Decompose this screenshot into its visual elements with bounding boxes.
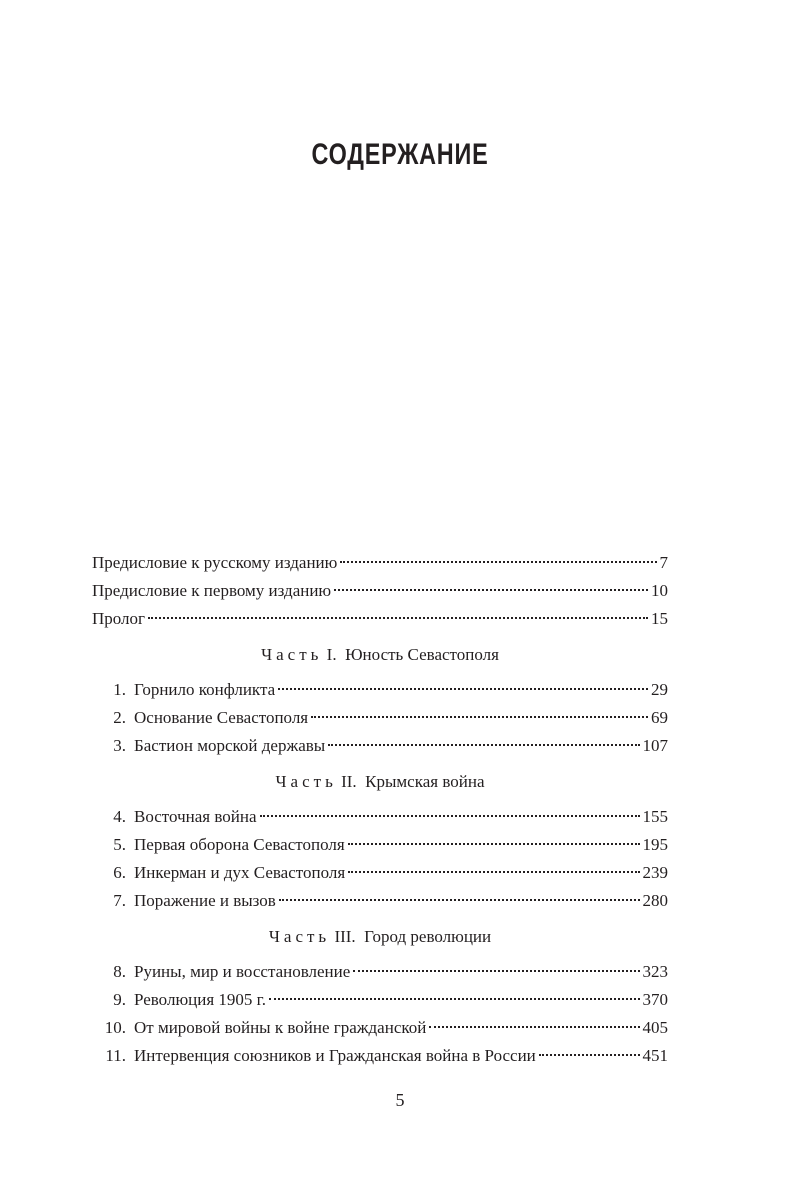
toc-entry-label: От мировой войны к войне гражданской [134, 1018, 427, 1037]
part-numeral: III. [334, 927, 356, 946]
dot-leader [311, 716, 648, 718]
part-word: Часть [275, 772, 337, 791]
chapter-number: 5. [113, 835, 126, 854]
toc-entry-label: Горнило конфликта [134, 680, 276, 699]
dot-leader [348, 871, 639, 873]
part-name: Юность Севастополя [345, 645, 499, 664]
dot-leader [279, 899, 640, 901]
chapter-number: 2. [113, 708, 126, 727]
toc-entry-page: 405 [642, 1018, 668, 1037]
toc-entry-chapter[interactable] [92, 831, 668, 859]
toc-entry-chapter[interactable] [92, 859, 668, 887]
toc-entry-page: 155 [642, 807, 668, 826]
toc-entry-chapter[interactable] [92, 803, 668, 831]
page-title: СОДЕРЖАНИЕ [311, 138, 489, 171]
toc-entry-page: 195 [642, 835, 668, 854]
chapter-number: 1. [113, 680, 126, 699]
toc-entry-preface-first[interactable] [92, 577, 668, 605]
dot-leader [269, 998, 640, 1000]
toc-entry-label: Руины, мир и восстановление [134, 962, 351, 981]
dot-leader [260, 815, 640, 817]
toc-entry-page: 323 [642, 962, 668, 981]
part-numeral: I. [326, 645, 337, 664]
toc-entry-label: Инкерман и дух Севастополя [134, 863, 346, 882]
part-name: Крымская война [365, 772, 485, 791]
part-numeral: II. [341, 772, 357, 791]
toc-entry-chapter[interactable] [92, 732, 668, 760]
toc-entry-label: Первая оборона Севастополя [134, 835, 345, 854]
part-word: Часть [261, 645, 323, 664]
toc-entry-page: 69 [651, 708, 668, 727]
part-word: Часть [268, 927, 331, 946]
dot-leader [340, 561, 656, 563]
chapter-number: 3. [113, 736, 126, 755]
chapter-number: 7. [113, 891, 126, 910]
toc-entry-label: Пролог [92, 609, 146, 628]
dot-leader [328, 744, 639, 746]
toc-entry-label: Интервенция союзников и Гражданская война в России [134, 1046, 536, 1065]
dot-leader [148, 617, 648, 619]
dot-leader [278, 688, 648, 690]
toc-entry-label: Основание Севастополя [134, 708, 309, 727]
dot-leader [539, 1054, 640, 1056]
toc-entry-page: 451 [642, 1046, 668, 1065]
toc-entry-label: Бастион морской державы [134, 736, 326, 755]
toc-entry-chapter[interactable] [92, 958, 668, 986]
chapter-number: 9. [113, 990, 126, 1009]
toc-entry-label: Поражение и вызов [134, 891, 276, 910]
dot-leader [429, 1026, 639, 1028]
chapter-number: 6. [113, 863, 126, 882]
toc-entry-label: Восточная война [134, 807, 257, 826]
toc-entry-label: Предисловие к русскому изданию [92, 553, 338, 572]
dot-leader [353, 970, 639, 972]
toc-entry-label: Предисловие к первому изданию [92, 581, 332, 600]
toc-entry-page: 29 [651, 680, 668, 699]
toc-entry-page: 107 [642, 736, 668, 755]
toc-entry-page: 370 [642, 990, 668, 1009]
part-heading-3 [92, 923, 668, 951]
toc-entry-chapter[interactable] [92, 676, 668, 704]
chapter-number: 8. [113, 962, 126, 981]
part-name: Город революции [364, 927, 492, 946]
toc-entry-chapter[interactable] [92, 887, 668, 915]
chapter-number: 10. [104, 1018, 126, 1037]
dot-leader [348, 843, 640, 845]
chapter-number: 4. [113, 807, 126, 826]
part-heading-1 [92, 641, 668, 669]
toc-entry-chapter[interactable] [92, 1042, 668, 1070]
dot-leader [334, 589, 648, 591]
toc-entry-page: 7 [659, 553, 668, 572]
chapter-number: 11. [105, 1046, 126, 1065]
toc-entry-chapter[interactable] [92, 986, 668, 1014]
table-of-contents [92, 549, 668, 1070]
toc-entry-page: 280 [642, 891, 668, 910]
toc-entry-page: 15 [651, 609, 668, 628]
toc-entry-chapter[interactable] [92, 1014, 668, 1042]
toc-entry-page: 239 [642, 863, 668, 882]
page-number: 5 [395, 1090, 405, 1110]
part-heading-2 [92, 768, 668, 796]
toc-entry-chapter[interactable] [92, 704, 668, 732]
toc-entry-preface-russian[interactable] [92, 549, 668, 577]
toc-entry-page: 10 [651, 581, 668, 600]
toc-entry-label: Революция 1905 г. [134, 990, 266, 1009]
toc-entry-prologue[interactable] [92, 605, 668, 633]
